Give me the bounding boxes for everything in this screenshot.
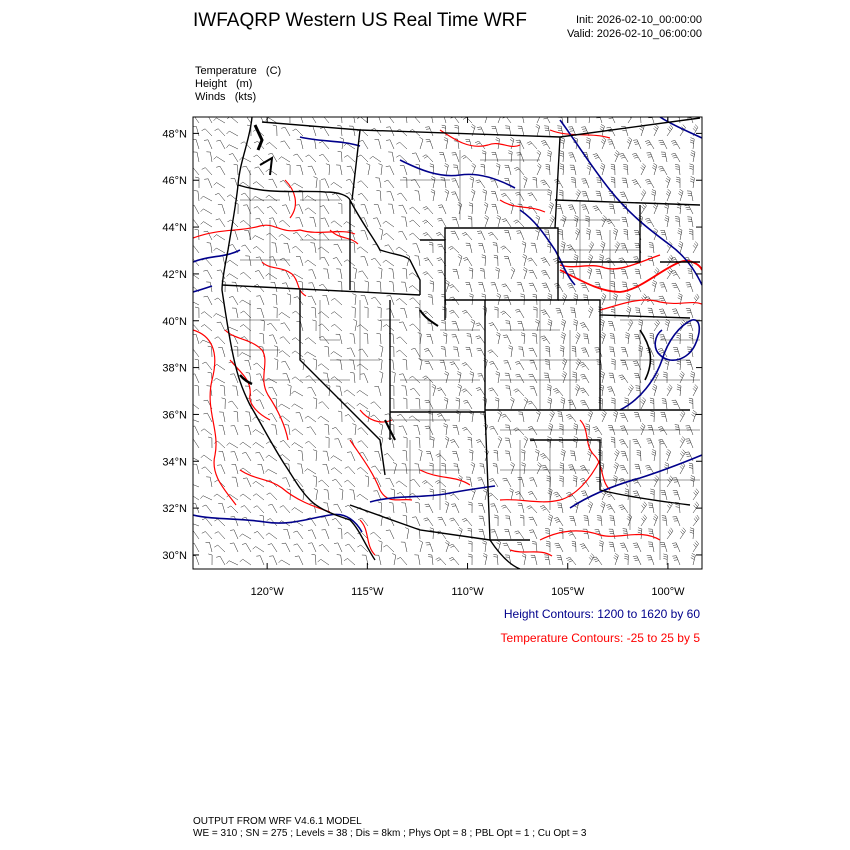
variable-height: Height (m) [195,78,253,90]
wind-barb-field [187,111,699,565]
wind-barbs [187,111,699,565]
lat-label: 38°N [162,362,187,375]
lat-label: 36°N [162,409,187,422]
longitude-labels [251,586,686,598]
variable-winds: Winds (kts) [195,91,257,103]
lat-label: 46°N [162,175,187,188]
temperature-contours [193,130,702,556]
lat-label: 48°N [162,128,187,141]
lat-label: 40°N [162,315,187,328]
init-time: Init: 2026-02-10_00:00:00 [576,14,702,26]
lon-label: 110°W [451,586,484,598]
latitude-labels [162,128,187,562]
lon-label: 115°W [351,586,384,598]
axis-ticks [193,117,702,569]
lat-label: 32°N [162,503,187,516]
variable-temperature: Temperature (C) [195,65,282,77]
valid-time: Valid: 2026-02-10_06:00:00 [567,28,702,40]
lat-label: 30°N [162,549,187,562]
map-title: IWFAQRP Western US Real Time WRF [193,10,527,31]
lat-label: 34°N [162,456,187,469]
lat-label: 44°N [162,222,187,235]
lat-label: 42°N [162,268,187,281]
lon-label: 100°W [651,586,685,598]
temperature-contour-legend: Temperature Contours: -25 to 25 by 5 [500,631,700,645]
lon-label: 120°W [250,586,284,598]
lon-label: 105°W [551,586,585,598]
height-contour-legend: Height Contours: 1200 to 1620 by 60 [503,607,700,621]
model-version: OUTPUT FROM WRF V4.6.1 MODEL [193,816,362,827]
map-frame [193,117,702,569]
model-config: WE = 310 ; SN = 275 ; Levels = 38 ; Dis = 8km ; Phys Opt = 8 ; PBL Opt = 1 ; Cu Opt = 3 [193,828,587,839]
model-info [193,816,586,840]
